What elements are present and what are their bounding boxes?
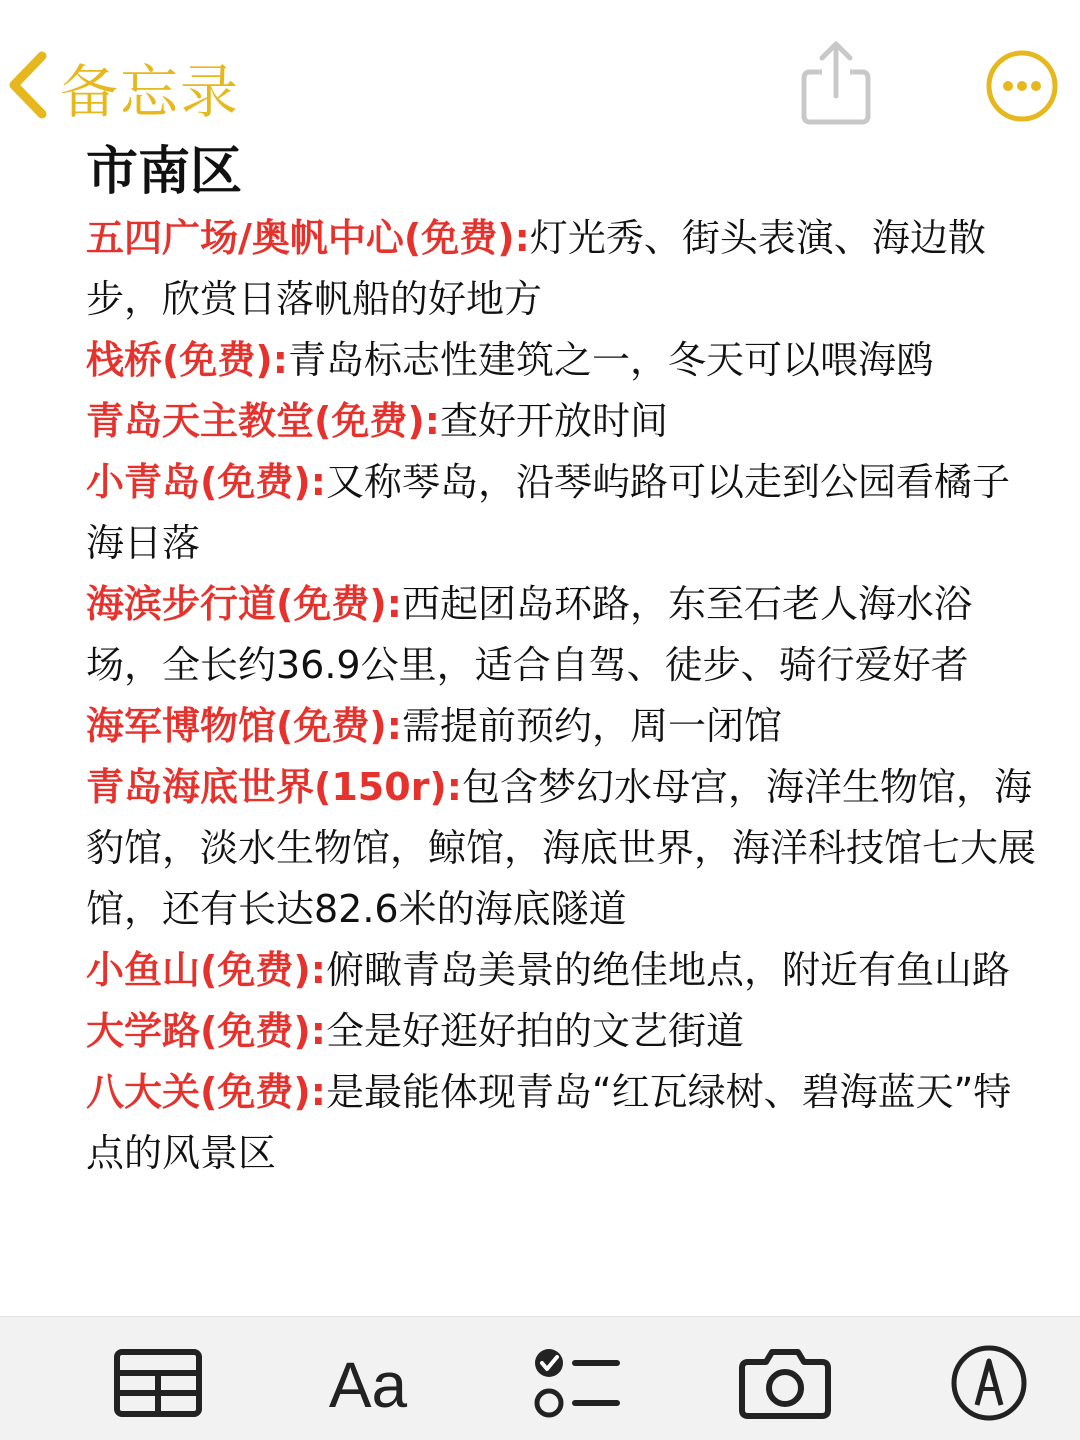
entry-description: 是最能体现青岛“红瓦绿树、碧海蓝天”特点的风景区 <box>86 1070 1012 1175</box>
markup-button[interactable] <box>948 1345 1030 1425</box>
note-entry <box>86 940 1046 1001</box>
more-icon <box>984 109 1060 128</box>
note-entry <box>86 574 1046 696</box>
entry-place-name: 五四广场/奥帆中心(免费): <box>86 216 530 260</box>
entry-description: 西起团岛环路，东至石老人海水浴场，全长约36.9公里，适合自驾、徒步、骑行爱好者 <box>86 582 972 687</box>
note-entry <box>86 208 1046 330</box>
camera-icon <box>738 1346 832 1424</box>
note-entry <box>86 1001 1046 1062</box>
navigation-bar <box>0 0 1080 140</box>
entry-description: 又称琴岛，沿琴屿路可以走到公园看橘子海日落 <box>86 460 1010 565</box>
entry-place-name: 大学路(免费): <box>86 1009 326 1053</box>
table-icon <box>113 1348 203 1422</box>
entry-place-name: 海滨步行道(免费): <box>86 582 402 626</box>
entry-place-name: 小鱼山(免费): <box>86 948 326 992</box>
back-label: 备忘录 <box>60 58 241 126</box>
more-button[interactable] <box>984 48 1060 124</box>
entry-description: 俯瞰青岛美景的绝佳地点，附近有鱼山路 <box>325 948 1010 992</box>
entry-place-name: 青岛海底世界(150r): <box>86 765 462 809</box>
note-body[interactable] <box>86 140 1046 1184</box>
entry-list <box>86 208 1046 1184</box>
entry-place-name: 小青岛(免费): <box>86 460 326 504</box>
chevron-left-icon <box>6 50 50 124</box>
entry-description: 包含梦幻水母宫，海洋生物馆，海豹馆，淡水生物馆，鲸馆，海底世界，海洋科技馆七大展馆，还有长达82.6米的海底隧道 <box>86 765 1037 931</box>
checklist-button[interactable] <box>530 1345 622 1425</box>
entry-place-name: 栈桥(免费): <box>86 338 288 382</box>
format-label: Aa <box>328 1349 408 1421</box>
note-entry <box>86 696 1046 757</box>
format-button[interactable] <box>320 1345 416 1425</box>
bottom-toolbar <box>0 1316 1080 1440</box>
note-entry <box>86 757 1046 940</box>
share-icon <box>796 113 876 132</box>
checklist-icon <box>531 1345 621 1425</box>
entry-description: 青岛标志性建筑之一，冬天可以喂海鸥 <box>287 338 934 382</box>
note-entry <box>86 452 1046 574</box>
camera-button[interactable] <box>738 1345 832 1425</box>
entry-place-name: 海军博物馆(免费): <box>86 704 402 748</box>
entry-place-name: 八大关(免费): <box>86 1070 326 1114</box>
entry-description: 全是好逛好拍的文艺街道 <box>325 1009 744 1053</box>
table-button[interactable] <box>112 1345 204 1425</box>
share-button[interactable] <box>796 38 876 128</box>
back-button[interactable] <box>6 42 240 132</box>
note-entry <box>86 391 1046 452</box>
entry-place-name: 青岛天主教堂(免费): <box>86 399 440 443</box>
note-entry <box>86 330 1046 391</box>
note-title: 市南区 <box>86 142 243 202</box>
markup-pen-icon <box>949 1343 1029 1427</box>
entry-description: 查好开放时间 <box>439 399 668 443</box>
entry-description: 需提前预约，周一闭馆 <box>401 704 782 748</box>
entry-description: 灯光秀、街头表演、海边散步，欣赏日落帆船的好地方 <box>86 216 986 321</box>
note-entry <box>86 1062 1046 1184</box>
